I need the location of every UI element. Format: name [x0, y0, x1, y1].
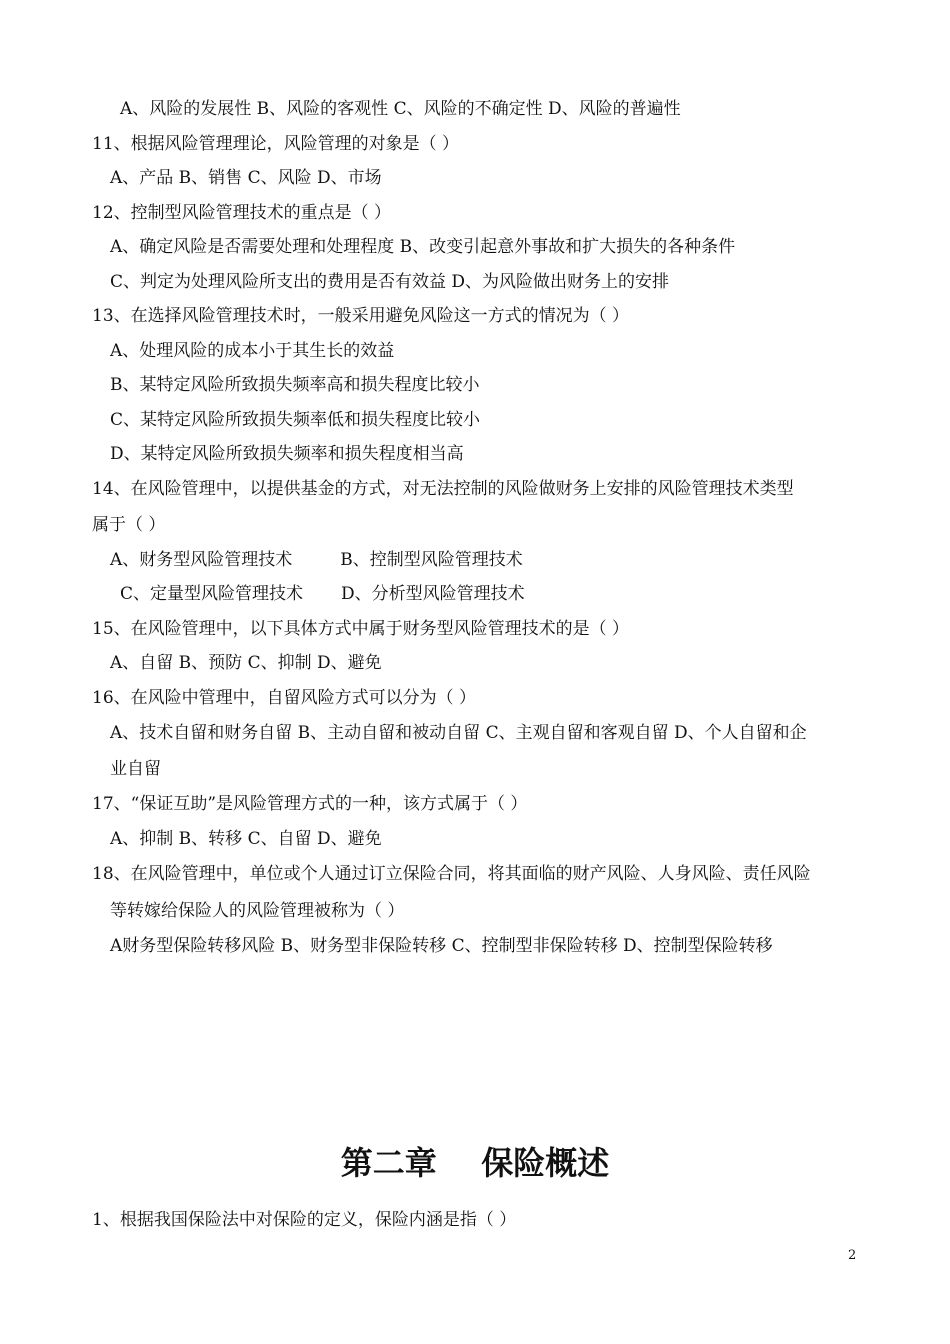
question-11: 11、根据风险管理理论，风险管理的对象是（ ） — [92, 134, 460, 154]
q14-option-b: B、控制型风险管理技术 — [340, 550, 523, 570]
q18-options: A财务型保险转移风险 B、财务型非保险转移 C、控制型非保险转移 D、控制型保险转移 — [110, 936, 773, 956]
chapter-heading: 第二章 保险概述 — [340, 1144, 610, 1182]
q15-options: A、自留 B、预防 C、抑制 D、避免 — [110, 653, 382, 673]
question-17: 17、“保证互助”是风险管理方式的一种，该方式属于（ ） — [92, 794, 528, 814]
question-18-continued: 等转嫁给保险人的风险管理被称为（ ） — [110, 901, 405, 921]
question-14: 14、在风险管理中，以提供基金的方式，对无法控制的风险做财务上安排的风险管理技术类型 — [92, 479, 794, 499]
question-18: 18、在风险管理中，单位或个人通过订立保险合同，将其面临的财产风险、人身风险、责任风险 — [92, 864, 811, 884]
question-13: 13、在选择风险管理技术时，一般采用避免风险这一方式的情况为（ ） — [92, 306, 630, 326]
q17-options: A、抑制 B、转移 C、自留 D、避免 — [110, 829, 382, 849]
q14-option-d: D、分析型风险管理技术 — [341, 584, 525, 604]
q13-option-b: B、某特定风险所致损失频率高和损失程度比较小 — [110, 375, 480, 395]
q10-options: A、风险的发展性 B、风险的客观性 C、风险的不确定性 D、风险的普遍性 — [120, 99, 681, 119]
chapter2-question-1: 1、根据我国保险法中对保险的定义，保险内涵是指（ ） — [92, 1210, 517, 1230]
q14-option-c: C、定量型风险管理技术 — [120, 584, 304, 604]
question-12: 12、控制型风险管理技术的重点是（ ） — [92, 203, 392, 223]
question-15: 15、在风险管理中，以下具体方式中属于财务型风险管理技术的是（ ） — [92, 619, 630, 639]
q13-option-d: D、某特定风险所致损失频率和损失程度相当高 — [110, 444, 464, 464]
q14-option-a: A、财务型风险管理技术 — [110, 550, 293, 570]
q11-options: A、产品 B、销售 C、风险 D、市场 — [110, 168, 382, 188]
q12-options-ab: A、确定风险是否需要处理和处理程度 B、改变引起意外事故和扩大损失的各种条件 — [110, 237, 736, 257]
q14-options-ab — [110, 549, 523, 571]
q12-options-cd: C、判定为处理风险所支出的费用是否有效益 D、为风险做出财务上的安排 — [110, 272, 670, 292]
q13-option-c: C、某特定风险所致损失频率低和损失程度比较小 — [110, 410, 481, 430]
page-number: 2 — [848, 1248, 857, 1263]
q14-options-cd — [120, 583, 525, 605]
question-14-continued: 属于（ ） — [92, 515, 166, 535]
q13-option-a: A、处理风险的成本小于其生长的效益 — [110, 341, 395, 361]
question-16: 16、在风险中管理中，自留风险方式可以分为（ ） — [92, 688, 477, 708]
q16-options-continued: 业自留 — [110, 759, 161, 779]
q16-options: A、技术自留和财务自留 B、主动自留和被动自留 C、主观自留和客观自留 D、个人自留和企 — [110, 723, 807, 743]
